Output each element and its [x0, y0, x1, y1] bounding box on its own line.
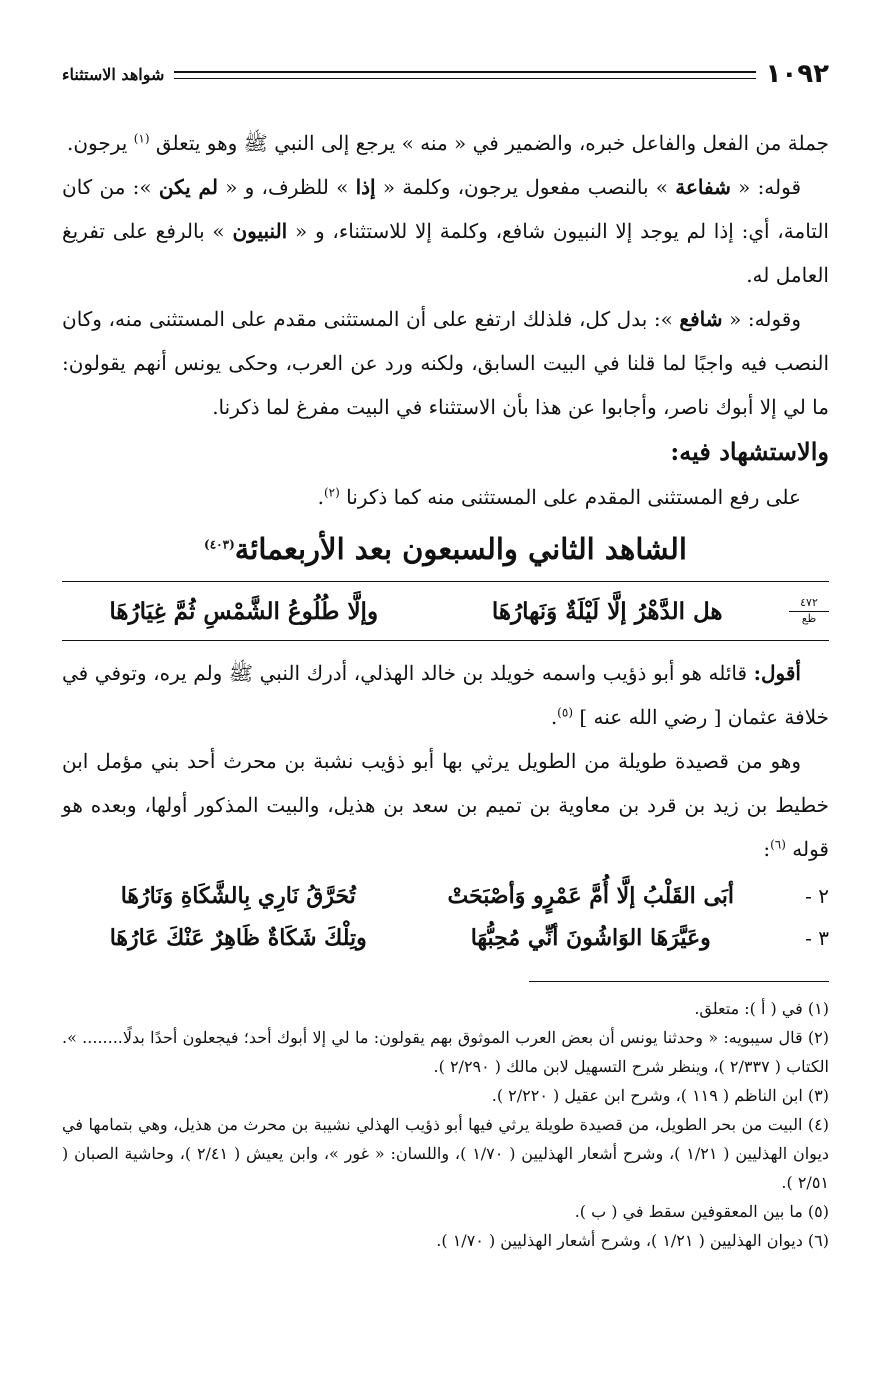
poem-second-hemistich: تُحَرَّقُ نَارِي بِالشَّكَاةِ وَنَارُهَا [120, 883, 356, 909]
paragraph-6-tail: : [763, 837, 771, 861]
footnote-3: (٣) ابن الناظم ( ١١٩ )، وشرح ابن عقيل ( ٢/٢٢٠ ). [491, 1086, 829, 1105]
paragraph-1 [62, 121, 829, 165]
p2-term-shafaa: شفاعة [675, 175, 731, 199]
page-number: ١٠٩٢ [765, 59, 829, 89]
poem-line-number: ٢ - [805, 884, 829, 908]
footnote-6: (٦) ديوان الهذليين ( ١/٢١ )، وشرح أشعار الهذليين ( ١/٧٠ ). [436, 1231, 829, 1250]
verse-source-code: ظع [801, 612, 817, 625]
verse-second-hemistich: وإلَّا طُلُوعُ الشَّمْسِ ثُمَّ غِيَارُهَا [109, 597, 379, 625]
poem-second-hemistich: وتِلْكَ شَكَاةٌ ظَاهِرٌ عَنْكَ عَارُهَا [109, 925, 367, 951]
footnote-4: (٤) البيت من بحر الطويل، من قصيدة طويلة يرثي فيها أبو ذؤيب الهذلي نشيبة بن محرث من هذيل، وهي بتمامها في ديوان الهذليين ( ١/٢١ )، وشرح أشعار الهذليين ( ١/٧٠ )، واللسان: « غور »، وابن يعيش ( ٢/٤١ )، وحاشية الصبان ( ٢/٥١ ). [62, 1115, 830, 1192]
poem-lines [62, 875, 829, 959]
footnote-separator [529, 981, 829, 982]
paragraph-5 [62, 651, 829, 739]
paragraph-6-text: وهو من قصيدة طويلة من الطويل يرثي بها أبو ذؤيب نشبة بن محرث أحد بني مؤمل ابن خطيط بن زيد بن قرد بن معاوية بن تميم بن سعد بن هذيل، والبيت المذكور أولها، وبعده هو قوله [62, 749, 829, 861]
footnote-ref-5[interactable]: (٥) [557, 705, 573, 720]
p2-term-nabiyyun: النبيون [232, 219, 288, 243]
p2-text-4: »: من كان التامة، أي: إذا لم يوجد إلا النبيون شافع، وكلمة إلا للاستثناء، و « [62, 175, 829, 243]
poem-first-hemistich: أبَى القَلْبُ إلَّا أُمَّ عَمْرٍو وَأصْبَحَتْ [447, 883, 735, 909]
paragraph-4-tail: . [317, 485, 324, 509]
paragraph-6 [62, 739, 829, 871]
poem-first-hemistich: وعَيَّرَهَا الوَاشُونَ أنِّي مُحِبُّهَا [470, 925, 711, 951]
paragraph-4 [62, 475, 829, 519]
p5-aqul: أقول: [753, 661, 801, 685]
verse-first-hemistich: هل الدَّهْرُ إلَّا لَيْلَةٌ وَنَهارُهَا [491, 597, 723, 625]
footnote-ref-6[interactable]: (٦) [770, 837, 786, 852]
paragraph-3 [62, 297, 829, 429]
p2-term-itha: إذا [355, 175, 376, 199]
istishhad-heading: والاستشهاد فيه: [670, 437, 829, 466]
footnote-ref-section[interactable]: (٤٠٣) [204, 537, 235, 552]
p3-text-2: »: بدل كل، فلذلك ارتفع على أن المستثنى مقدم على المستثنى منه، وكان النصب فيه واجبًا لما قلنا في البيت السابق، ولكنه ورد عن العرب، وحكى يونس أنهم يقولون: ما لي إلا أبوك ناصر، وأجابوا عن هذا بأن الاستثناء في البيت مفرغ لما ذكرنا. [62, 307, 829, 419]
poem-line-3 [62, 917, 829, 959]
footnote-ref-2[interactable]: (٢) [323, 485, 340, 500]
verse-number-value: ٤٧٢ [789, 596, 829, 612]
paragraph-1-text: جملة من الفعل والفاعل خبره، والضمير في « منه » يرجع إلى النبي ﷺ وهو يتعلق [155, 131, 829, 155]
verse-number [789, 596, 829, 626]
p2-text-3: » للظرف، و « [217, 175, 356, 199]
section-title-text: الشاهد الثاني والسبعون بعد الأربعمائة [234, 532, 687, 566]
paragraph-1-tail: يرجون. [66, 131, 134, 155]
running-header [62, 55, 829, 93]
poem-line-number: ٣ - [805, 926, 829, 950]
paragraph-2 [62, 165, 829, 297]
running-title: شواهد الاستثناء [62, 64, 165, 84]
p3-term-shafi: شافع [679, 307, 723, 331]
footnote-1: (١) في ( أ ): متعلق. [694, 999, 829, 1018]
p5-tail: . [550, 705, 558, 729]
p5-text: قائله هو أبو ذؤيب واسمه خويلد بن خالد الهذلي، أدرك النبي ﷺ ولم يره، وتوفي في خلافة عثمان [ رضي الله عنه ] [62, 661, 829, 729]
section-title [62, 525, 829, 573]
p2-text-2: » بالنصب مفعول يرجون، وكلمة « [375, 175, 676, 199]
poem-line-2 [62, 875, 829, 917]
footnote-5: (٥) ما بين المعقوفين سقط في ( ب ). [574, 1202, 829, 1221]
p2-text-5: » بالرفع على تفريغ العامل له. [62, 219, 829, 287]
p2-term-lam-yakun: لم يكن [158, 175, 218, 199]
footnotes [62, 994, 829, 1255]
header-rule [174, 71, 755, 79]
witness-verse [62, 581, 829, 641]
footnote-ref-1[interactable]: (١) [133, 131, 150, 146]
p2-text-1: قوله: « [730, 175, 802, 199]
footnote-2: (٢) قال سيبويه: « وحدثنا يونس أن بعض العرب الموثوق بهم يقولون: ما لي إلا أبوك أحد؛ فيجعلون أحدًا بدلًا........ ». الكتاب ( ٢/٣٣٧ )، وينظر شرح التسهيل لابن مالك ( ٢/٢٩٠ ). [62, 1028, 829, 1076]
paragraph-4-text: على رفع المستثنى المقدم على المستثنى منه كما ذكرنا [346, 485, 801, 509]
p3-text-1: وقوله: « [722, 307, 801, 331]
